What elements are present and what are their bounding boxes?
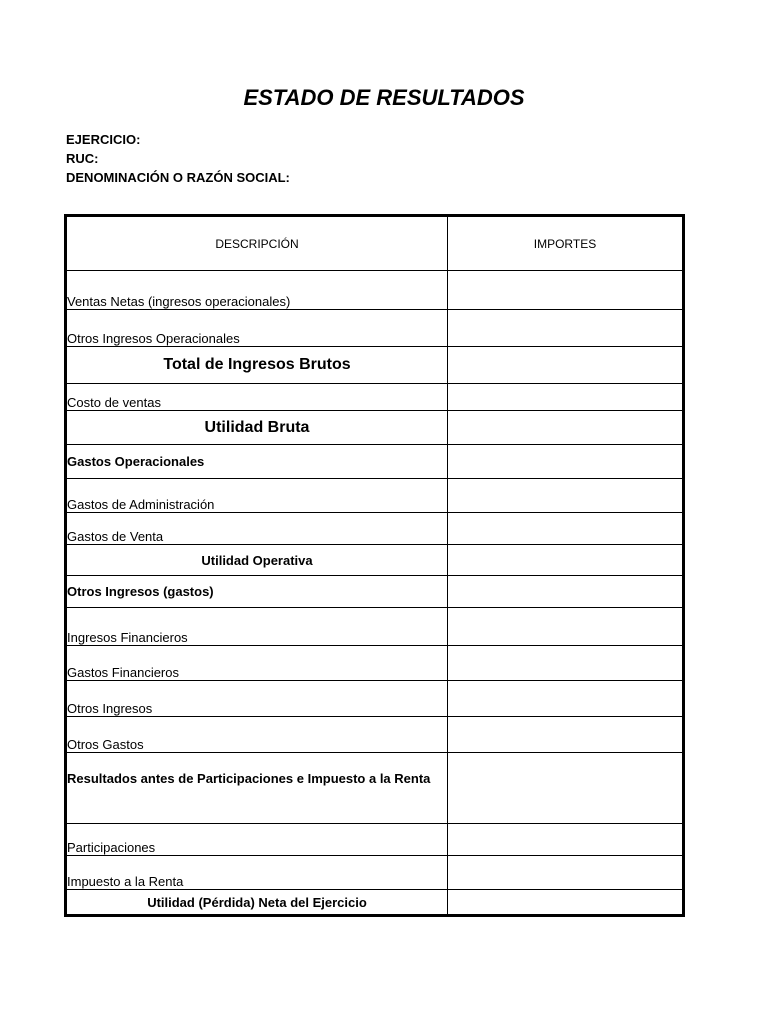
row-label-otros-ingresos: Otros Ingresos — [66, 681, 448, 717]
row-label-otros-ingresos-gastos: Otros Ingresos (gastos) — [66, 576, 448, 608]
table-header-row — [66, 216, 684, 271]
row-label-utilidad-neta: Utilidad (Pérdida) Neta del Ejercicio — [66, 890, 448, 916]
row-importe-otros-ingresos-gastos[interactable] — [448, 576, 684, 608]
row-label-otros-ingresos-operacionales: Otros Ingresos Operacionales — [66, 310, 448, 347]
row-label-costo-ventas: Costo de ventas — [66, 384, 448, 411]
row-importe-gastos-operacionales[interactable] — [448, 445, 684, 479]
row-importe-utilidad-bruta[interactable] — [448, 411, 684, 445]
table-row — [66, 890, 684, 916]
ejercicio-label: EJERCICIO: — [66, 132, 141, 147]
row-label-gastos-operacionales: Gastos Operacionales — [66, 445, 448, 479]
row-label-ingresos-financieros: Ingresos Financieros — [66, 608, 448, 646]
income-statement-table — [64, 214, 685, 917]
table-row — [66, 608, 684, 646]
table-row — [66, 824, 684, 856]
table-row — [66, 445, 684, 479]
row-importe-costo-ventas[interactable] — [448, 384, 684, 411]
row-label-impuesto-renta: Impuesto a la Renta — [66, 856, 448, 890]
row-importe-otros-ingresos[interactable] — [448, 681, 684, 717]
table-row — [66, 681, 684, 717]
table-row — [66, 717, 684, 753]
row-importe-resultados-antes-participaciones[interactable] — [448, 753, 684, 824]
table-row — [66, 347, 684, 384]
table-row — [66, 271, 684, 310]
row-label-utilidad-operativa: Utilidad Operativa — [66, 545, 448, 576]
row-label-participaciones: Participaciones — [66, 824, 448, 856]
table-row — [66, 646, 684, 681]
table-row — [66, 411, 684, 445]
ruc-label: RUC: — [66, 151, 99, 166]
row-importe-otros-ingresos-operacionales[interactable] — [448, 310, 684, 347]
table-row — [66, 513, 684, 545]
table-row — [66, 545, 684, 576]
row-importe-utilidad-operativa[interactable] — [448, 545, 684, 576]
row-importe-ventas-netas[interactable] — [448, 271, 684, 310]
row-importe-otros-gastos[interactable] — [448, 717, 684, 753]
table-row — [66, 576, 684, 608]
row-importe-impuesto-renta[interactable] — [448, 856, 684, 890]
row-label-gastos-administracion: Gastos de Administración — [66, 479, 448, 513]
table-row — [66, 856, 684, 890]
row-label-otros-gastos: Otros Gastos — [66, 717, 448, 753]
row-importe-total-ingresos-brutos[interactable] — [448, 347, 684, 384]
document-title: ESTADO DE RESULTADOS — [243, 85, 525, 110]
row-importe-participaciones[interactable] — [448, 824, 684, 856]
row-importe-gastos-administracion[interactable] — [448, 479, 684, 513]
row-label-total-ingresos-brutos: Total de Ingresos Brutos — [66, 347, 448, 384]
header-descripcion: DESCRIPCIÓN — [66, 216, 448, 271]
header-importes: IMPORTES — [448, 216, 684, 271]
table-row — [66, 479, 684, 513]
row-importe-gastos-venta[interactable] — [448, 513, 684, 545]
table-row — [66, 384, 684, 411]
row-label-ventas-netas: Ventas Netas (ingresos operacionales) — [66, 271, 448, 310]
table-row — [66, 310, 684, 347]
razon-social-label: DENOMINACIÓN O RAZÓN SOCIAL: — [66, 170, 290, 185]
row-label-gastos-venta: Gastos de Venta — [66, 513, 448, 545]
row-label-gastos-financieros: Gastos Financieros — [66, 646, 448, 681]
row-label-utilidad-bruta: Utilidad Bruta — [66, 411, 448, 445]
table-row — [66, 753, 684, 824]
row-importe-utilidad-neta[interactable] — [448, 890, 684, 916]
row-importe-ingresos-financieros[interactable] — [448, 608, 684, 646]
row-importe-gastos-financieros[interactable] — [448, 646, 684, 681]
row-label-resultados-antes-participaciones: Resultados antes de Participaciones e Impuesto a la Renta — [66, 753, 448, 824]
